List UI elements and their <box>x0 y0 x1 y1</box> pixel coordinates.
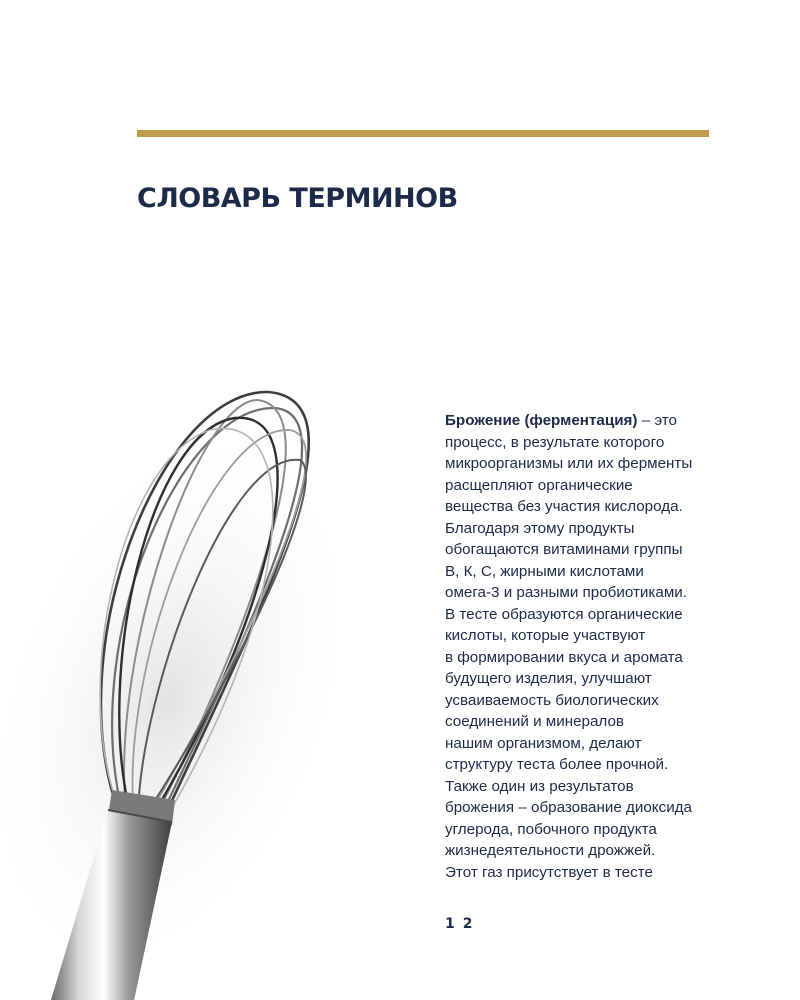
entry-line: будущего изделия, улучшают <box>445 670 652 687</box>
entry-line: вещества без участия кислорода. <box>445 498 683 515</box>
entry-line: микроорганизмы или их ферменты <box>445 455 693 472</box>
entry-line: В, К, С, жирными кислотами <box>445 562 644 580</box>
whisk-icon <box>0 370 420 1000</box>
entry-line: брожения – образование диоксида <box>445 799 692 816</box>
entry-line: Также один из результатов <box>445 777 634 795</box>
entry-first-line-rest: – это <box>637 412 678 429</box>
entry-line: кислоты, которые участвуют <box>445 627 646 644</box>
whisk-illustration <box>0 370 420 1000</box>
page-number: 12 <box>445 916 481 932</box>
entry-term: Брожение (ферментация) <box>445 412 638 429</box>
entry-line: в формировании вкуса и аромата <box>445 648 683 666</box>
entry-line: В тесте образуются органические <box>445 605 683 623</box>
entry-line: усваиваемость биологических <box>445 691 659 709</box>
entry-line: Этот газ присутствует в тесте <box>445 863 653 881</box>
entry-line: процесс, в результате которого <box>445 433 665 451</box>
entry-line: нашим организмом, делают <box>445 734 642 752</box>
entry-line: углерода, побочного продукта <box>445 820 657 838</box>
entry-first-line <box>445 410 745 432</box>
entry-line: расщепляют органические <box>445 476 633 494</box>
entry-line: соединений и минералов <box>445 713 624 730</box>
entry-line: Благодаря этому продукты <box>445 519 635 537</box>
page-title: СЛОВАРЬ ТЕРМИНОВ <box>137 183 458 214</box>
entry-line: структуру теста более прочной. <box>445 756 669 773</box>
entry-line: омега-3 и разными пробиотиками. <box>445 584 687 601</box>
header-accent-rule <box>137 130 709 137</box>
entry-line: обогащаются витаминами группы <box>445 541 683 558</box>
glossary-entry <box>445 410 745 883</box>
entry-line: жизнедеятельности дрожжей. <box>445 842 656 859</box>
